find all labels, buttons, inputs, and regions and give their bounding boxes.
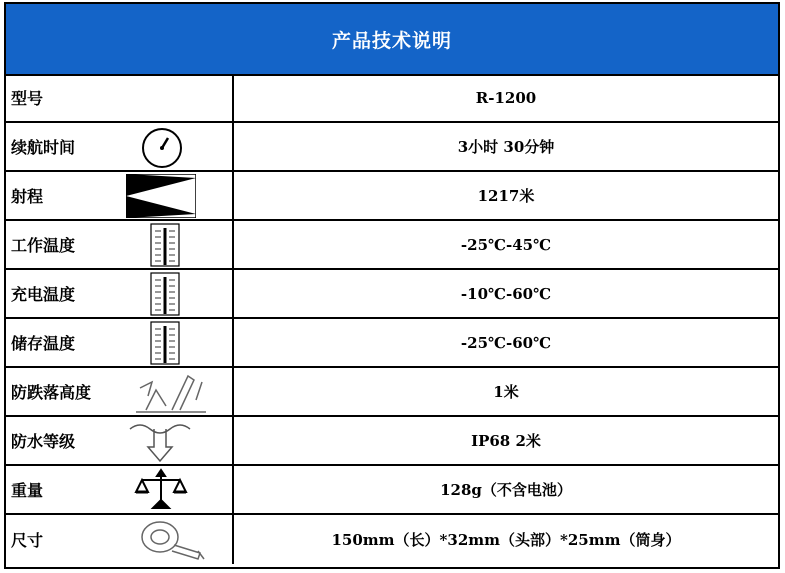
spec-value: 3小时 30分钟: [457, 138, 555, 156]
spec-row-runtime: [6, 123, 778, 172]
thermometer-icon: [126, 223, 196, 267]
scale-icon: [126, 468, 196, 512]
drop-impact-icon: [136, 370, 206, 414]
spec-row-waterproof: [6, 417, 778, 466]
spec-label: 尺寸: [11, 531, 44, 550]
clock-icon: [126, 125, 196, 169]
spec-value: 128g（不含电池）: [440, 481, 572, 499]
spec-label: 工作温度: [11, 236, 76, 255]
thermometer-icon: [126, 321, 196, 365]
spec-value: -25℃-45℃: [460, 235, 552, 254]
spec-row-dimensions: [6, 515, 778, 564]
waterproof-icon: [126, 419, 196, 463]
thermometer-icon: [126, 272, 196, 316]
spec-value: IP68 2米: [471, 432, 541, 450]
spec-label: 重量: [11, 481, 44, 500]
table-title: 产品技术说明: [6, 4, 778, 76]
spec-value: 1米: [493, 383, 519, 401]
spec-label: 续航时间: [11, 138, 76, 157]
spec-label: 射程: [11, 187, 44, 206]
spec-row-charging-temp: [6, 270, 778, 319]
spec-label: 储存温度: [11, 334, 76, 353]
spec-value: 150mm（长）*32mm（头部）*25mm（筒身）: [331, 531, 681, 549]
spec-value: -10℃-60℃: [460, 284, 552, 303]
spec-label: 防水等级: [11, 432, 76, 451]
spec-row-weight: [6, 466, 778, 515]
spec-value: 1217米: [477, 187, 535, 205]
spec-row-operating-temp: [6, 221, 778, 270]
spec-label: 充电温度: [11, 285, 76, 304]
spec-row-drop-height: [6, 368, 778, 417]
spec-row-storage-temp: [6, 319, 778, 368]
spec-row-range: [6, 172, 778, 221]
spec-label: 防跌落高度: [11, 383, 92, 402]
spec-value: R-1200: [475, 88, 537, 107]
spec-row-model: [6, 74, 778, 123]
spec-label: 型号: [11, 89, 44, 108]
tape-measure-icon: [138, 517, 208, 561]
range-beam-icon: [126, 174, 196, 218]
spec-value: -25℃-60℃: [460, 333, 552, 352]
spec-table: [4, 2, 780, 569]
